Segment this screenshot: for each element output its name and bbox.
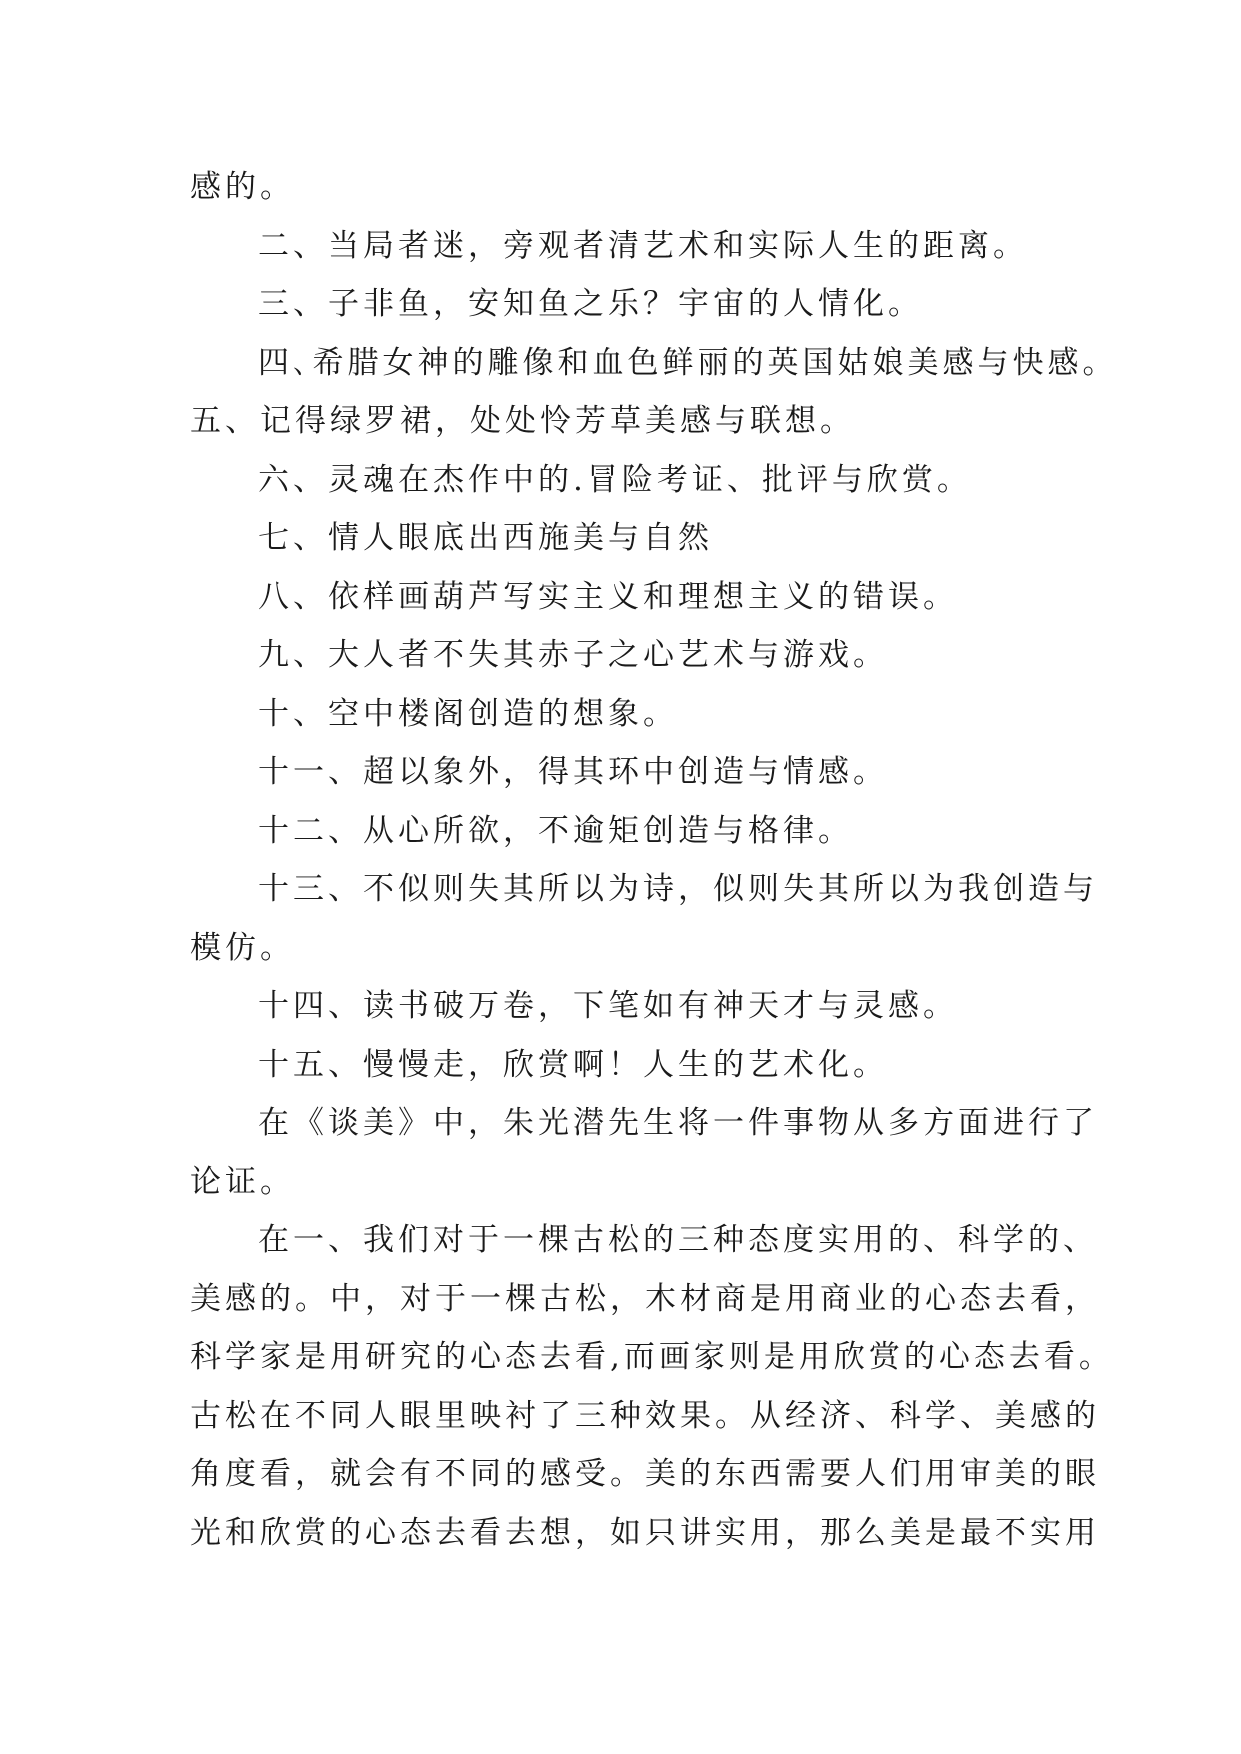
text-line: 八、依样画葫芦写实主义和理想主义的错误。 bbox=[258, 578, 958, 615]
text-line: 三、子非鱼，安知鱼之乐？宇宙的人情化。 bbox=[258, 286, 923, 322]
text-line: 在《谈美》中，朱光潜先生将一件事物从多方面进行了 bbox=[258, 1105, 1098, 1141]
text-line: 光和欣赏的心态去看去想，如只讲实用，那么美是最不实用 bbox=[190, 1514, 1100, 1551]
text-line: 五、记得绿罗裙，处处怜芳草美感与联想。 bbox=[190, 403, 855, 439]
text-line: 美感的。中，对于一棵古松，木材商是用商业的心态去看， bbox=[190, 1280, 1100, 1317]
text-line: 十二、从心所欲，不逾矩创造与格律。 bbox=[258, 812, 853, 849]
text-line: 古松在不同人眼里映衬了三种效果。从经济、科学、美感的 bbox=[190, 1397, 1100, 1434]
text-line: 在一、我们对于一棵古松的三种态度实用的、科学的、 bbox=[258, 1222, 1098, 1258]
text-line: 模仿。 bbox=[190, 929, 295, 966]
text-line: 六、灵魂在杰作中的.冒险考证、批评与欣赏。 bbox=[258, 461, 972, 498]
text-line: 感的。 bbox=[190, 169, 295, 205]
text-line: 角度看，就会有不同的感受。美的东西需要人们用审美的眼 bbox=[190, 1456, 1100, 1492]
text-line: 九、大人者不失其赤子之心艺术与游戏。 bbox=[258, 637, 888, 673]
text-line: 十五、慢慢走，欣赏啊！人生的艺术化。 bbox=[258, 1046, 888, 1083]
text-line: 七、情人眼底出西施美与自然 bbox=[258, 520, 713, 556]
text-line: 四､希腊女神的雕像和血色鲜丽的英国姑娘美感与快感。 bbox=[258, 344, 1118, 381]
body-text bbox=[190, 158, 1118, 1562]
text-line: 论证。 bbox=[190, 1163, 295, 1200]
text-line: 十四、读书破万卷，下笔如有神天才与灵感。 bbox=[258, 988, 958, 1024]
text-line: 二、当局者迷，旁观者清艺术和实际人生的距离。 bbox=[258, 227, 1028, 264]
text-line: 科学家是用研究的心态去看,而画家则是用欣赏的心态去看。 bbox=[190, 1339, 1114, 1375]
text-line: 十、空中楼阁创造的想象。 bbox=[258, 695, 678, 732]
text-line: 十一、超以象外，得其环中创造与情感。 bbox=[258, 754, 888, 790]
text-line: 十三、不似则失其所以为诗，似则失其所以为我创造与 bbox=[258, 871, 1098, 907]
